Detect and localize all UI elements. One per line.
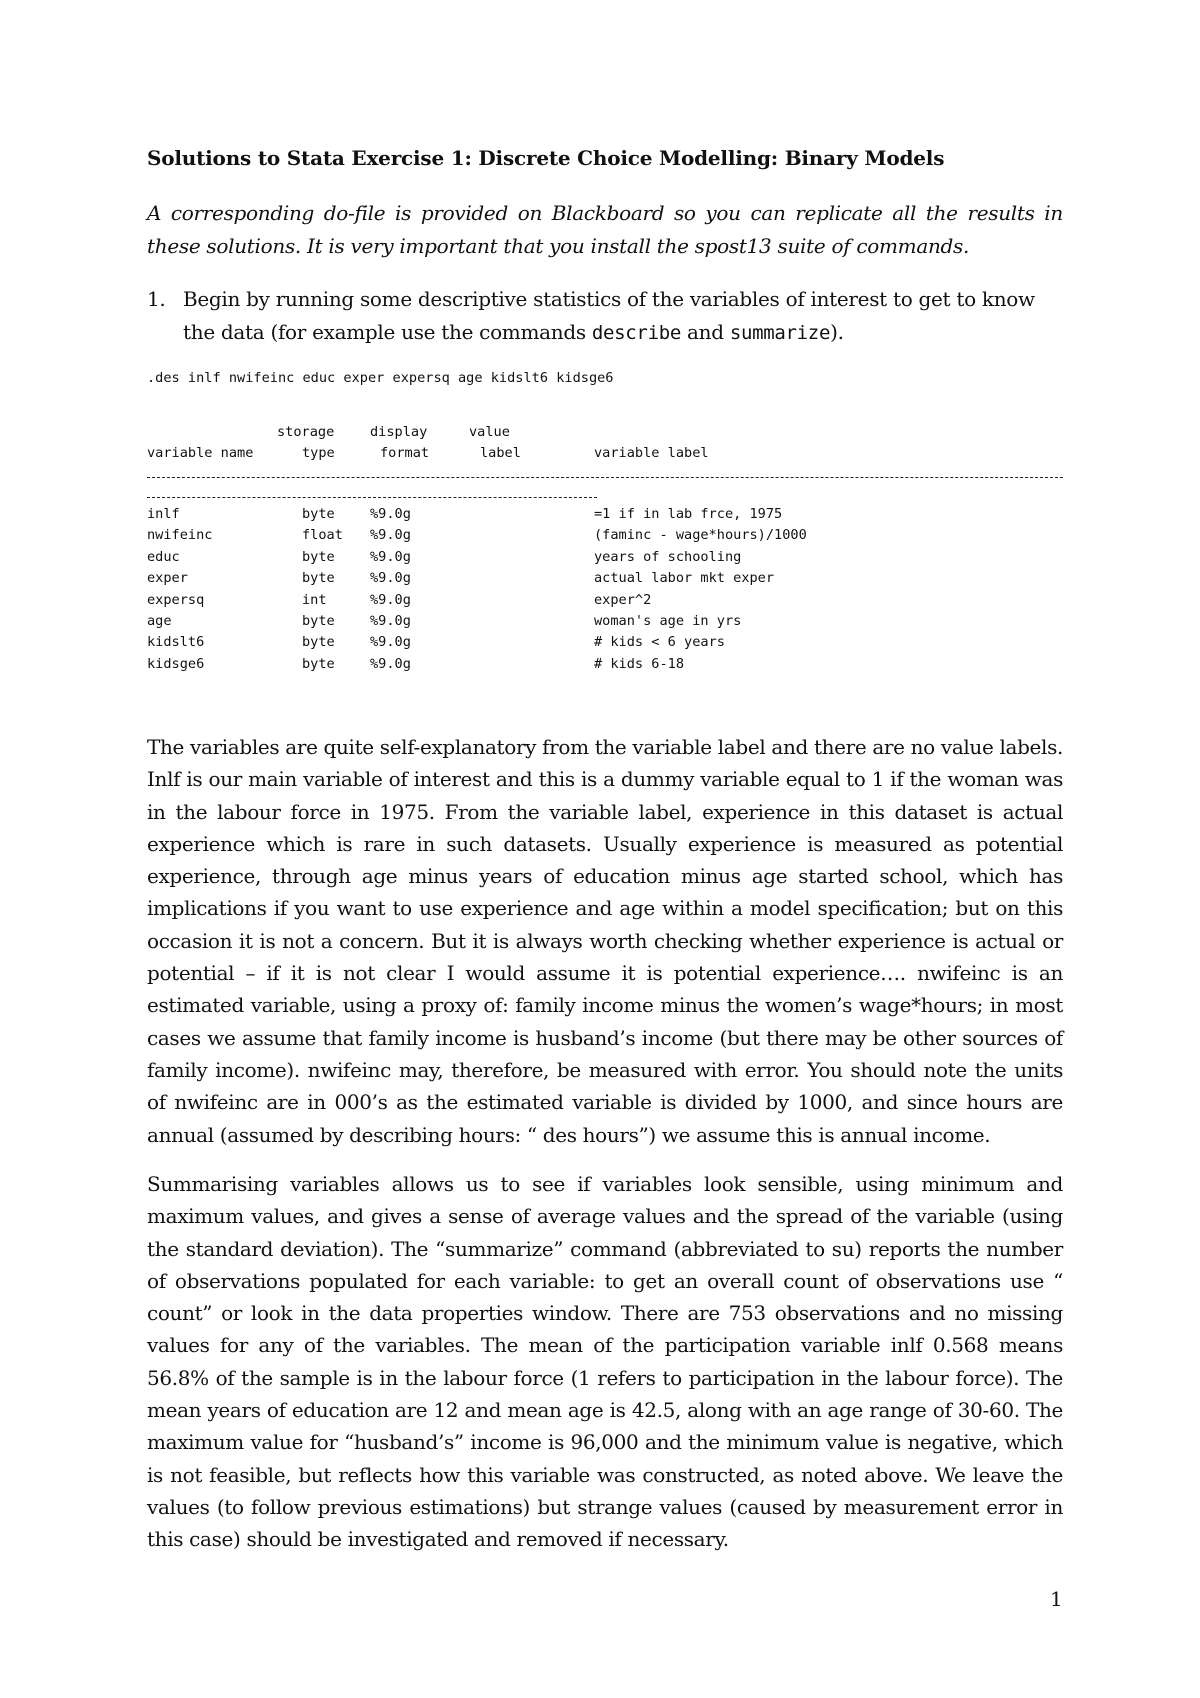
document-title: Solutions to Stata Exercise 1: Discrete Choice Modelling: Binary Models: [147, 146, 945, 170]
question-text-after: ).: [830, 320, 844, 344]
variable-name: kidsge6: [147, 655, 205, 672]
header-format: format: [380, 445, 430, 461]
variable-name: kidslt6: [147, 634, 205, 651]
stata-command: .des inlf nwifeinc educ exper expersq age kidslt6 kidsge6: [147, 370, 614, 386]
header-type: type: [302, 445, 335, 461]
table-divider-wrap: [147, 497, 597, 498]
question-text-before: Begin by running some descriptive statistics of the variables of interest to get to know the data (for example use the commands: [183, 287, 1035, 344]
table-row: [147, 549, 1063, 570]
command-describe: describe: [591, 322, 681, 344]
variable-label: =1 if in lab frce, 1975: [594, 506, 783, 522]
header-display: display: [370, 424, 428, 440]
variable-format: %9.0g: [370, 591, 411, 608]
intro-note: A corresponding do-file is provided on Blackboard so you can replicate all the results in these solutions. It is very important that you install the spost13 suite of commands.: [147, 201, 1063, 258]
describe-table-header: [147, 424, 1063, 468]
variable-type: byte: [302, 612, 335, 629]
paragraph-summary-explanation: Summarising variables allows us to see if variables look sensible, using minimum and maximum values, and gives a sense of average values and the spread of the variable (using the standard deviation). The “summarize” command (abbreviated to su) reports the number of observations populated for each variable: to get an overall count of observations use “ count” or look in the data properties window. There are 753 observations and no missing values for any of the variables. The mean of the participation variable inlf 0.568 means 56.8% of the sample is in the labour force (1 refers to participation in the labour force). The mean years of education are 12 and mean age is 42.5, along with an age range of 30-60. The maximum value for “husband’s” income is 96,000 and the minimum value is negative, which is not feasible, but reflects how this variable was constructed, as noted above. We leave the values (to follow previous estimations) but strange values (caused by measurement error in this case) should be investigated and removed if necessary.: [147, 1172, 1063, 1552]
variable-label: woman's age in yrs: [594, 612, 742, 629]
variable-label: actual labor mkt exper: [594, 570, 775, 587]
variable-label: (faminc - wage*hours)/1000: [594, 527, 807, 544]
header-variable-label: variable label: [594, 445, 709, 461]
variable-label: # kids < 6 years: [594, 634, 725, 651]
variable-format: %9.0g: [370, 634, 411, 651]
variable-label: # kids 6-18: [594, 655, 685, 672]
variable-type: byte: [302, 548, 335, 565]
paragraph-variables-explanation: The variables are quite self-explanatory from the variable label and there are no value labels. Inlf is our main variable of interest and this is a dummy variable equal to 1 if the woman was in the labour force in 1975. From the variable label, experience in this dataset is actual experience which is rare in such datasets. Usually experience is measured as potential experience, through age minus years of education minus age started school, which has implications if you want to use experience and age within a model specification; but on this occasion it is not a concern. But it is always worth checking whether experience is actual or potential – if it is not clear I would assume it is potential experience…. nwifeinc is an estimated variable, using a proxy of: family income minus the women’s wage*hours; in most cases we assume that family income is husband’s income (but there may be other sources of family income). nwifeinc may, therefore, be measured with error. You should note the units of nwifeinc are in 000’s as the estimated variable is divided by 1000, and since hours are annual (assumed by describing hours: “ des hours”) we assume this is annual income.: [147, 735, 1063, 1147]
table-row: [147, 570, 1063, 591]
variable-label: years of schooling: [594, 548, 742, 565]
table-row: [147, 527, 1063, 548]
variable-name: expersq: [147, 591, 205, 608]
question-number: 1.: [147, 287, 166, 311]
command-summarize: summarize: [729, 322, 831, 344]
question-text-middle: and: [681, 320, 730, 344]
variable-type: int: [302, 591, 327, 608]
variable-label: exper^2: [594, 591, 652, 608]
page-number: 1: [1050, 1587, 1063, 1611]
table-row: [147, 592, 1063, 613]
question-text: [183, 283, 1063, 350]
header-storage: storage: [277, 424, 335, 440]
table-row: [147, 634, 1063, 655]
table-divider: [147, 477, 1063, 478]
variable-type: byte: [302, 570, 335, 587]
variable-type: byte: [302, 634, 335, 651]
variable-format: %9.0g: [370, 548, 411, 565]
variable-name: exper: [147, 570, 188, 587]
variable-type: float: [302, 527, 343, 544]
table-row: [147, 613, 1063, 634]
header-variable-name: variable name: [147, 445, 254, 461]
variable-format: %9.0g: [370, 506, 411, 522]
table-row: [147, 656, 1063, 677]
header-label: label: [480, 445, 521, 461]
variable-format: %9.0g: [370, 655, 411, 672]
header-value: value: [469, 424, 510, 440]
variable-format: %9.0g: [370, 612, 411, 629]
table-row: [147, 506, 1063, 527]
describe-table-body: [147, 506, 1063, 677]
variable-name: nwifeinc: [147, 527, 213, 544]
variable-name: educ: [147, 548, 180, 565]
variable-type: byte: [302, 506, 335, 522]
variable-format: %9.0g: [370, 570, 411, 587]
variable-name: inlf: [147, 506, 180, 522]
variable-name: age: [147, 612, 172, 629]
variable-format: %9.0g: [370, 527, 411, 544]
variable-type: byte: [302, 655, 335, 672]
